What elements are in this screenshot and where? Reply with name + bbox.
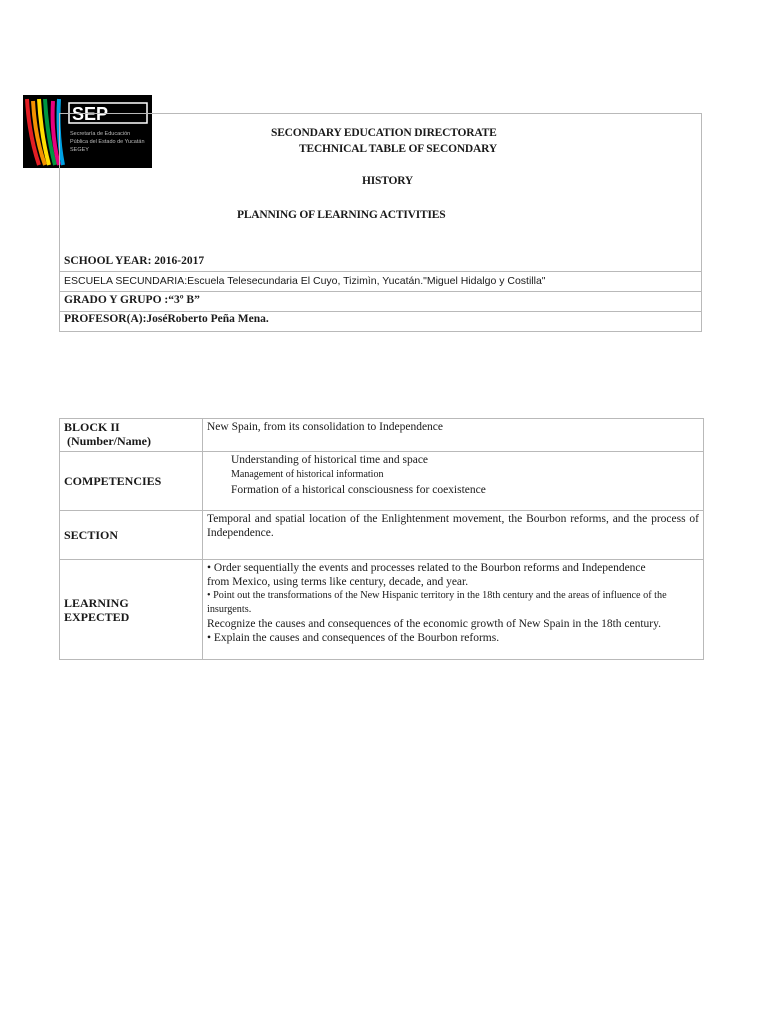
competency-text: Formation of a historical consciousness for coexistence [231, 484, 486, 496]
teacher-name: PROFESOR(A):JoséRoberto Peña Mena. [64, 313, 269, 325]
block-label [60, 419, 203, 452]
planning-title: PLANNING OF LEARNING ACTIVITIES [237, 209, 446, 221]
learning-label [60, 560, 203, 660]
block-row [60, 419, 704, 452]
school-year: SCHOOL YEAR: 2016-2017 [64, 255, 205, 267]
row-divider [60, 271, 701, 272]
learning-line: Recognize the causes and consequences of the economic growth of New Spain in the 18th century. [207, 618, 661, 630]
competencies-list [203, 452, 704, 511]
planning-table [59, 418, 704, 660]
learning-line: • Order sequentially the events and processes related to the Bourbon reforms and Independence [207, 562, 646, 574]
competencies-row [60, 452, 704, 511]
school-name: ESCUELA SECUNDARIA:Escuela Telesecundaria El Cuyo, Tizimìn, Yucatán."Miguel Hidalgo y Costilla" [64, 275, 546, 287]
block-label-line-2: (Number/Name) [67, 434, 151, 448]
row-divider [60, 311, 701, 312]
row-divider [60, 291, 701, 292]
learning-line: • Point out the transformations of the New Hispanic territory in the 18th century and the areas of influence of the insurgents. [207, 590, 667, 615]
header-table [59, 113, 702, 332]
subject-title: HISTORY [362, 175, 414, 187]
block-value: New Spain, from its consolidation to Independence [203, 419, 704, 452]
learning-expected-list [203, 560, 704, 660]
technical-table-title: TECHNICAL TABLE OF SECONDARY [299, 143, 497, 155]
directorate-title: SECONDARY EDUCATION DIRECTORATE [271, 127, 497, 139]
logo-text: SEP [72, 104, 109, 124]
section-row [60, 511, 704, 560]
learning-row [60, 560, 704, 660]
competencies-label: COMPETENCIES [60, 452, 203, 511]
logo-caption-3: SEGEY [70, 147, 89, 153]
section-value: Temporal and spatial location of the Enlightenment movement, the Bourbon reforms, and the process of Independence. [203, 511, 704, 560]
grade-group: GRADO Y GRUPO :“3º B” [64, 294, 200, 306]
competency-item [207, 483, 699, 497]
competency-item [207, 453, 699, 467]
competency-item [207, 467, 699, 483]
logo-caption-2: Pública del Estado de Yucatán [70, 139, 145, 145]
section-label: SECTION [60, 511, 203, 560]
competency-text: Understanding of historical time and space [231, 454, 429, 466]
logo-caption-1: Secretaría de Educación [70, 131, 131, 137]
learning-line: • Explain the causes and consequences of the Bourbon reforms. [207, 632, 500, 644]
learning-line: from Mexico, using terms like century, decade, and year. [207, 576, 469, 588]
block-label-line-1: BLOCK II [64, 420, 120, 434]
learning-label-line-1: LEARNING [64, 595, 129, 610]
competency-text: Management of historical information [231, 469, 384, 480]
learning-label-line-2: EXPECTED [64, 609, 130, 624]
